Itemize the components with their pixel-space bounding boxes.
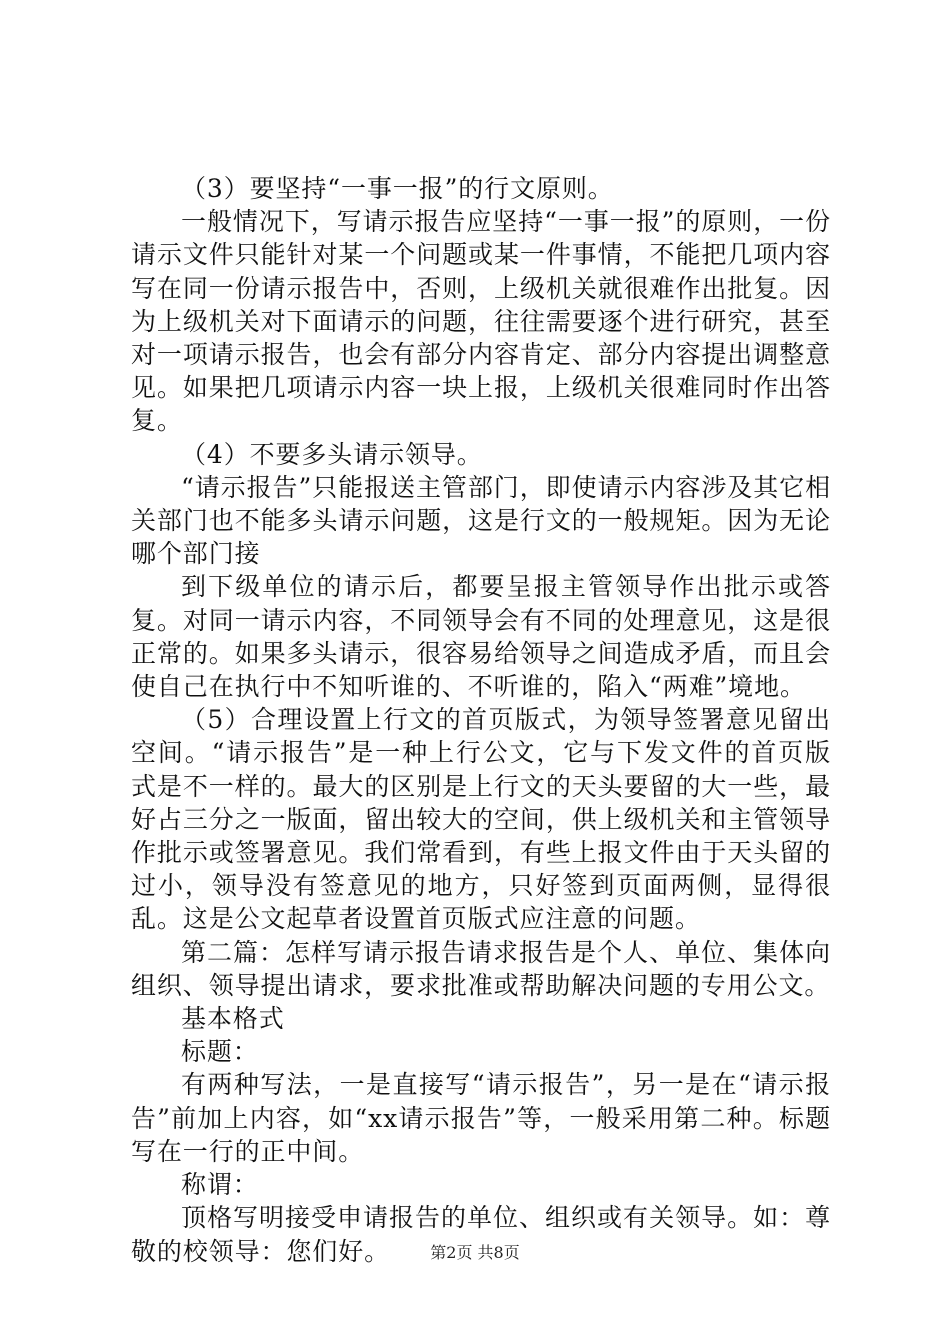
salutation-heading: 称谓： [181,1170,259,1200]
page-number-footer: 第2页 共8页 [430,1243,520,1262]
section-3-heading: （3）要坚持“一事一报”的行文原则。 [181,174,614,203]
document-body [131,172,831,1268]
part-two-heading: 第二篇：怎样写请示报告请求报告是个人、单位、集体向组织、领导提出请求，要求批准或帮助解决问题的专用公文。 [131,937,831,1000]
section-4-heading: （4）不要多头请示领导。 [181,439,483,469]
title-heading: 标题： [181,1037,259,1067]
basic-format-heading: 基本格式 [181,1004,285,1034]
paragraph: 到下级单位的请示后，都要呈报主管领导作出批示或答复。对同一请示内容，不同领导会有不同的处理意见，这是很正常的。如果多头请示，很容易给领导之间造成矛盾，而且会使自己在执行中不知听谁的、不听谁的，陷入“两难”境地。 [131,572,831,702]
section-5-paragraph: （5）合理设置上行文的首页版式，为领导签署意见留出空间。“请示报告”是一种上行公文，它与下发文件的首页版式是不一样的。最大的区别是上行文的天头要留的大一些，最好占三分之一版面，留出较大的空间，供上级机关和主管领导作批示或签署意见。我们常看到，有些上报文件由于天头留的过小，领导没有签意见的地方，只好签到页面两侧，显得很乱。这是公文起草者设置首页版式应注意的问题。 [131,705,831,934]
paragraph: “请示报告”只能报送主管部门，即使请示内容涉及其它相关部门也不能多头请示问题，这是行文的一般规矩。因为无论哪个部门接 [131,472,831,569]
paragraph: 一般情况下，写请示报告应坚持“一事一报”的原则，一份请示文件只能针对某一个问题或某一件事情，不能把几项内容写在同一份请示报告中，否则，上级机关就很难作出批复。因为上级机关对下面请示的问题，往往需要逐个进行研究，甚至对一项请示报告，也会有部分内容肯定、部分内容提出调整意见。如果把几项请示内容一块上报，上级机关很难同时作出答复。 [131,207,831,436]
paragraph: 有两种写法，一是直接写“请示报告”，另一是在“请示报告”前加上内容，如“xx请示报告”等，一般采用第二种。标题写在一行的正中间。 [131,1070,831,1166]
paragraph: 顶格写明接受申请报告的单位、组织或有关领导。如：尊敬的校领导：您们好。 [131,1203,831,1266]
